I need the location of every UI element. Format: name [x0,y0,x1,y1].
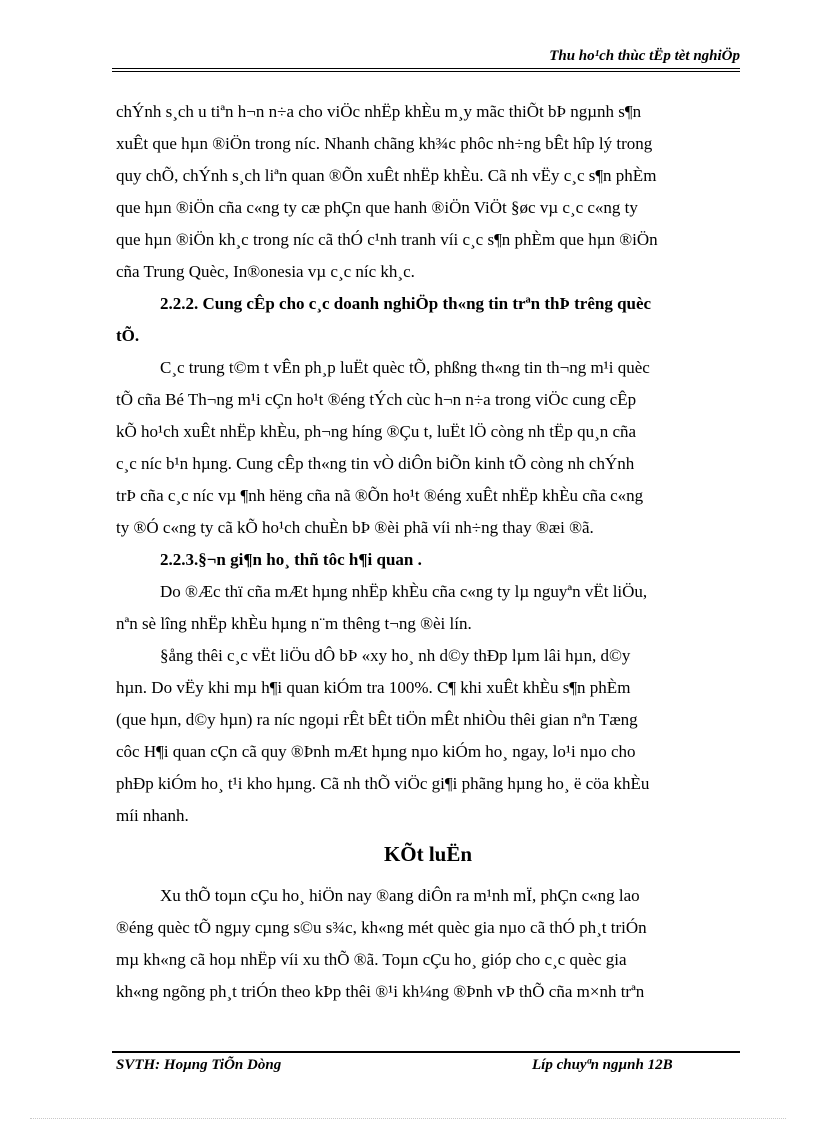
body-line: phÐp kiÓm ho¸ t¹i kho hµng. Cã nh thÕ viÖc gi¶i phãng hµng ho¸ ë cöa khÈu [116,774,650,793]
footer-class: Líp chuyªn ngµnh 12B [532,1057,673,1073]
body-line: C¸c trung t©m t vÊn ph¸p luËt quèc tÕ, phßng th«ng tin th¬ng m¹i quèc [160,358,650,377]
body-line: c¸c níc b¹n hµng. Cung cÊp th«ng tin vÒ diÔn biÕn kinh tÕ còng nh chÝnh [116,454,635,473]
body-line: Xu thÕ toµn cÇu ho¸ hiÖn nay ®ang diÔn ra m¹nh mÏ, phÇn c«ng lao [160,886,640,905]
body-line: tÕ cña Bé Th¬ng m¹i cÇn ho¹t ®éng tÝch cùc h¬n n÷a trong viÖc cung cÊp [116,390,637,409]
section-heading-2-2-2-continued: tÕ. [116,326,140,345]
body-line: (que hµn, d©y hµn) ra níc ngoµi rÊt bÊt tiÖn mÊt nhiÒu thêi gian nªn Tæng [116,710,638,729]
body-line: mµ kh«ng cã hoµ nhËp víi xu thÕ ®ã. Toµn cÇu ho¸ gióp cho c¸c quèc gia [116,950,627,969]
body-line: §ång thêi c¸c vËt liÖu dÔ bÞ «xy ho¸ nh d©y thÐp lµm lâi hµn, d©y [160,646,631,665]
body-line: que hµn ®iÖn kh¸c trong níc cã thÓ c¹nh tranh víi c¸c s¶n phÈm que hµn ®iÖn [116,230,658,249]
conclusion-heading: KÕt luËn [383,842,473,866]
section-heading-2-2-2: 2.2.2. Cung cÊp cho c¸c doanh nghiÖp th«ng tin trªn thÞ trêng quèc [160,294,652,313]
page-bottom-dotted-line [30,1118,786,1119]
header-divider-secondary [112,71,740,72]
body-line: kh«ng ngõng ph¸t triÓn theo kÞp thêi ®¹i kh¼ng ®Þnh vÞ thÕ cña m×nh trªn [116,982,645,1001]
body-line: cña Trung Quèc, In®onesia vµ c¸c níc kh¸c. [116,262,415,281]
body-line: que hµn ®iÖn cña c«ng ty cæ phÇn que hanh ®iÖn ViÖt §øc vµ c¸c c«ng ty [116,198,638,217]
body-line: chÝnh s¸ch u tiªn h¬n n÷a cho viÖc nhËp khÈu m¸y mãc thiÕt bÞ ngµnh s¶n [116,102,642,121]
body-line: ty ®Ó c«ng ty cã kÕ ho¹ch chuÈn bÞ ®èi phã víi nh÷ng thay ®æi ®ã. [116,518,594,537]
header-title: Thu ho¹ch thùc tËp tèt nghiÖp [549,48,740,64]
footer-author: SVTH: Hoµng TiÕn Dòng [116,1057,282,1073]
body-line: hµn. Do vËy khi mµ h¶i quan kiÓm tra 100%. C¶ khi xuÊt khÈu s¶n phÈm [116,678,631,697]
body-line: ®éng quèc tÕ ngµy cµng s©u s¾c, kh«ng mét quèc gia nµo cã thÓ ph¸t triÓn [116,918,647,937]
body-line: kÕ ho¹ch xuÊt nhËp khÈu, ph¬ng híng ®Çu t, luËt lÖ còng nh tËp qu¸n cña [116,422,637,441]
body-line: trÞ cña c¸c níc vµ ¶nh hëng cña nã ®Õn ho¹t ®éng xuÊt nhËp khÈu cña c«ng [116,486,644,505]
section-heading-2-2-3: 2.2.3.§¬n gi¶n ho¸ thñ tôc h¶i quan . [160,550,422,569]
body-line: nªn sè lîng nhËp khÈu hµng n¨m thêng t¬ng ®èi lín. [116,614,472,633]
body-line: xuÊt que hµn ®iÖn trong níc. Nhanh chãng kh¾c phôc nh÷ng bÊt hîp lý trong [116,134,653,153]
body-line: míi nhanh. [116,806,189,825]
body-text [116,96,740,1008]
body-line: quy chÕ, chÝnh s¸ch liªn quan ®Õn xuÊt nhËp khÈu. Cã nh vËy c¸c s¶n phÈm [116,166,657,185]
body-line: côc H¶i quan cÇn cã quy ®Þnh mÆt hµng nµo kiÓm ho¸ ngay, lo¹i nµo cho [116,742,636,761]
footer-divider [112,1051,740,1053]
body-line: Do ®Æc thï cña mÆt hµng nhËp khÈu cña c«ng ty lµ nguyªn vËt liÖu, [160,582,648,601]
header-divider [112,68,740,69]
